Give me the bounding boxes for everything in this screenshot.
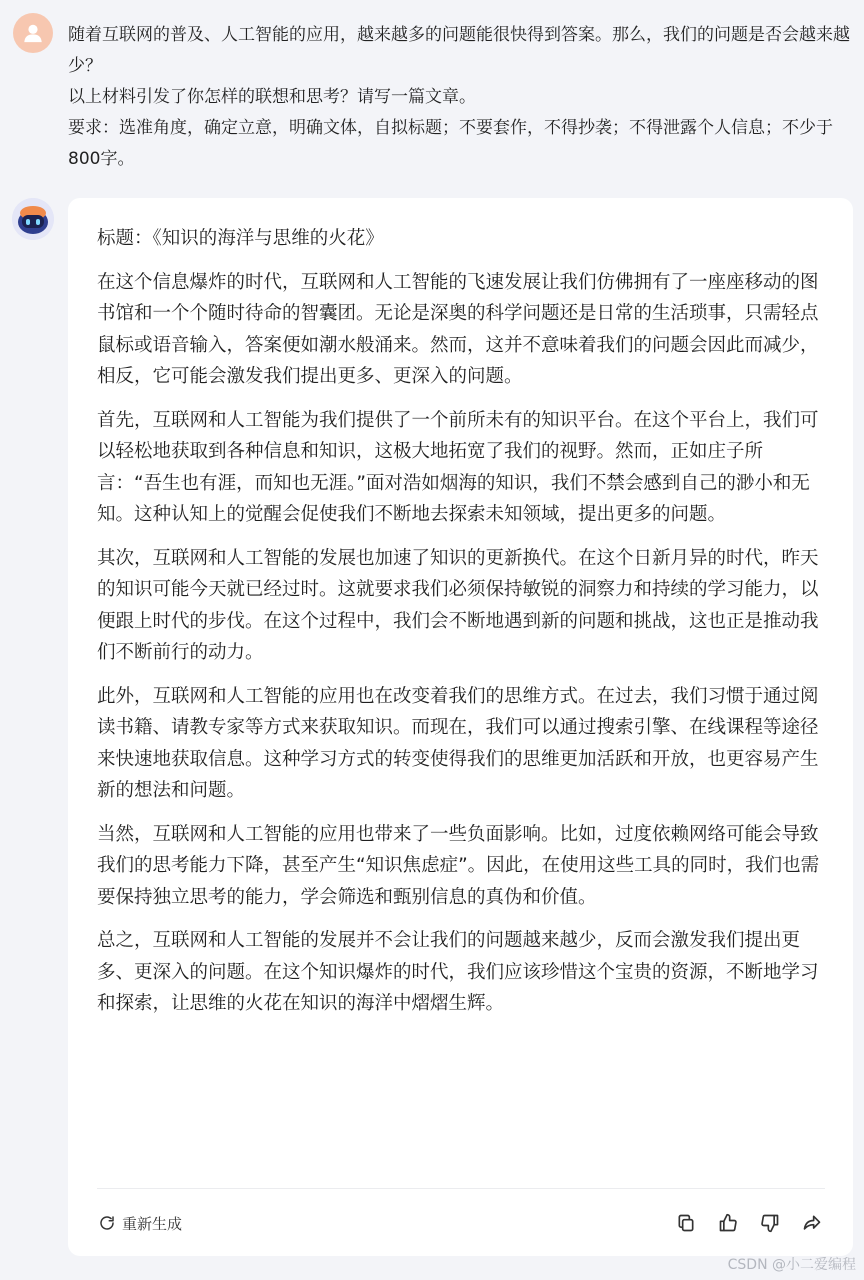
answer-title: 标题：《知识的海洋与思维的火花》 (97, 228, 384, 249)
answer-paragraph: 首先，互联网和人工智能为我们提供了一个前所未有的知识平台。在这个平台上，我们可以轻松地获取到各种信息和知识，这极大地拓宽了我们的视野。然而，正如庄子所言：“吾生也有涯，而知也无涯。”面对浩如烟海的知识，我们不禁会感到自己的渺小和无知。这种认知上的觉醒会促使我们不断地去探索未知领域，提出更多的问题。 (97, 409, 819, 525)
answer-paragraph: 总之，互联网和人工智能的发展并不会让我们的问题越来越少，反而会激发我们提出更多、更深入的问题。在这个知识爆炸的时代，我们应该珍惜这个宝贵的资源，不断地学习和探索，让思维的火花在知识的海洋中熠熠生辉。 (97, 930, 819, 1014)
bot-avatar (12, 198, 54, 240)
user-message-line: 以上材料引发了你怎样的联想和思考？请写一篇文章。 (68, 87, 476, 107)
share-icon (802, 1213, 822, 1233)
answer-paragraph: 此外，互联网和人工智能的应用也在改变着我们的思维方式。在过去，我们习惯于通过阅读书籍、请教专家等方式来获取知识。而现在，我们可以通过搜索引擎、在线课程等途径来快速地获取信息。这种学习方式的转变使得我们的思维更加活跃和开放，也更容易产生新的想法和问题。 (97, 685, 819, 801)
refresh-icon (98, 1214, 116, 1232)
thumbs-down-icon (760, 1213, 780, 1233)
copy-button[interactable] (675, 1212, 697, 1234)
answer-divider (97, 1188, 825, 1189)
copy-icon (676, 1213, 696, 1233)
answer-paragraph: 当然，互联网和人工智能的应用也带来了一些负面影响。比如，过度依赖网络可能会导致我们的思考能力下降，甚至产生“知识焦虑症”。因此，在使用这些工具的同时，我们也需要保持独立思考的能力，学会筛选和甄别信息的真伪和价值。 (97, 823, 820, 908)
thumbs-down-button[interactable] (759, 1212, 781, 1234)
user-avatar (13, 13, 53, 53)
share-button[interactable] (801, 1212, 823, 1234)
answer-paragraph: 在这个信息爆炸的时代，互联网和人工智能的飞速发展让我们仿佛拥有了一座座移动的图书馆和一个个随时待命的智囊团。无论是深奥的科学问题还是日常的生活琐事，只需轻点鼠标或语音输入，答案便如潮水般涌来。然而，这并不意味着我们的问题会因此而减少，相反，它可能会激发我们提出更多、更深入的问题。 (97, 271, 819, 387)
answer-card (68, 198, 853, 1256)
answer-paragraph: 其次，互联网和人工智能的发展也加速了知识的更新换代。在这个日新月异的时代，昨天的知识可能今天就已经过时。这就要求我们必须保持敏锐的洞察力和持续的学习能力，以便跟上时代的步伐。在这个过程中，我们会不断地遇到新的问题和挑战，这也正是推动我们不断前行的动力。 (97, 547, 819, 663)
user-icon (22, 22, 44, 44)
user-message-line: 要求：选准角度，确定立意，明确文体，自拟标题；不要套作，不得抄袭；不得泄露个人信息；不少于800字。 (68, 118, 833, 169)
answer-body (97, 223, 825, 1032)
robot-icon (12, 198, 54, 240)
watermark: CSDN @小二爱编程 (727, 1257, 856, 1273)
thumbs-up-icon (718, 1213, 738, 1233)
regenerate-label: 重新生成 (122, 1214, 183, 1233)
answer-actions (675, 1211, 823, 1235)
user-message-text (68, 20, 854, 175)
thumbs-up-button[interactable] (717, 1212, 739, 1234)
user-message-line: 随着互联网的普及、人工智能的应用，越来越多的问题能很快得到答案。那么，我们的问题是否会越来越少？ (68, 25, 850, 76)
regenerate-button[interactable] (98, 1211, 182, 1235)
